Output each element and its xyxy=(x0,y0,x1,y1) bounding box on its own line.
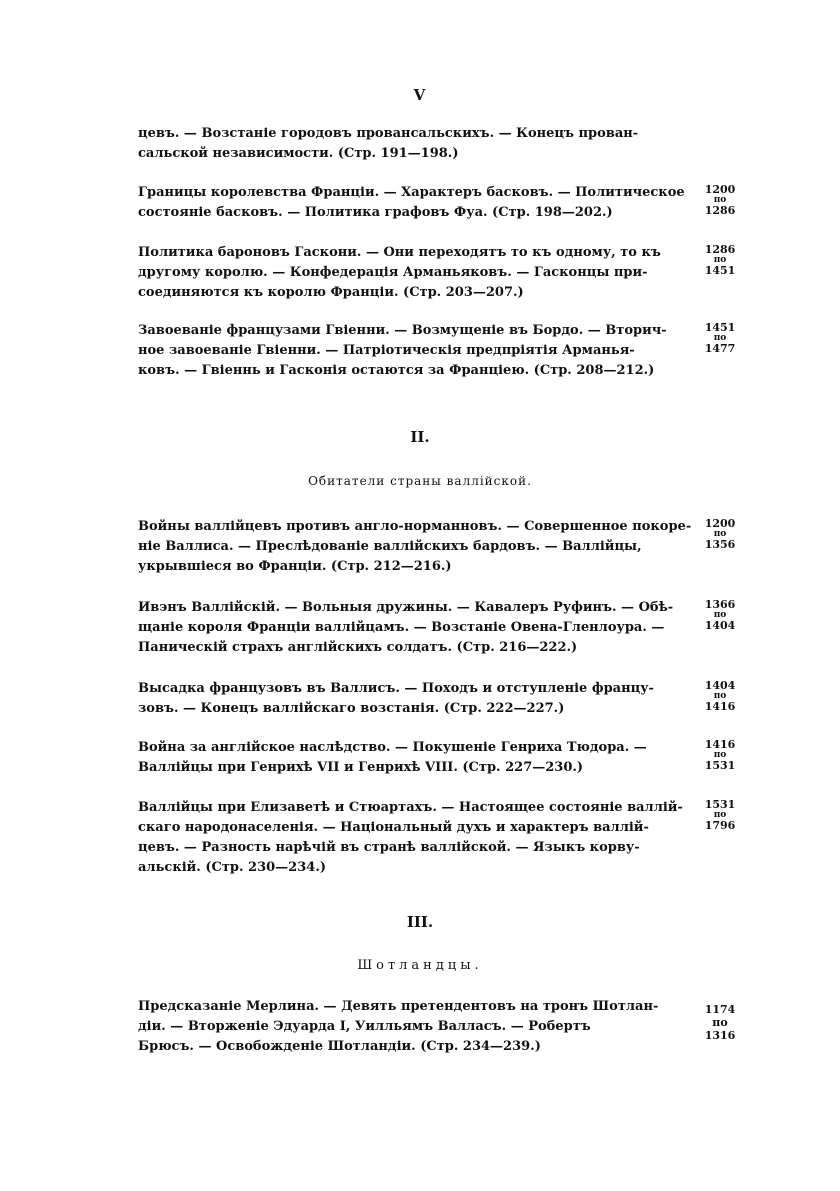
date-po: по xyxy=(713,255,727,265)
entry-line: сальской независимости. (Стр. 191—198.) xyxy=(138,146,459,161)
date-from: 1366 xyxy=(704,598,736,611)
entry-text xyxy=(138,517,698,577)
toc-entry xyxy=(138,124,788,164)
date-po: по xyxy=(713,610,727,620)
section-title: Обитатели страны валлійской. xyxy=(308,474,532,488)
date-from: 1174 xyxy=(704,1003,736,1016)
date-po: по xyxy=(712,1016,728,1029)
entry-line: Валлійцы при Елизаветѣ и Стюартахъ. — Настоящее состояніе валлій- xyxy=(138,800,683,815)
date-to: 1286 xyxy=(704,204,736,217)
entry-line: щаніе короля Франціи валлійцамъ. — Возстаніе Овена-Гленлоура. — xyxy=(138,620,665,635)
entry-line: Предсказаніе Мерлина. — Девять претендентовъ на тронъ Шотлан- xyxy=(138,999,659,1014)
date-from: 1416 xyxy=(704,738,736,751)
entry-line: Войны валлійцевъ противъ англо-норманновъ. — Совершенное покоре- xyxy=(138,519,692,534)
entry-line: состояніе басковъ. — Политика графовъ Фуа. (Стр. 198—202.) xyxy=(138,205,613,220)
entry-line: Паническій страхъ англійскихъ солдатъ. (Стр. 216—222.) xyxy=(138,640,578,655)
date-range xyxy=(700,517,740,551)
section-number: II. xyxy=(410,428,430,446)
entry-line: Война за англійское наслѣдство. — Покушеніе Генриха Тюдора. — xyxy=(138,740,647,755)
date-from: 1531 xyxy=(704,798,736,811)
date-po: по xyxy=(713,529,727,539)
entry-line: Высадка французовъ въ Валлисъ. — Походъ и отступленіе францу- xyxy=(138,681,654,696)
entry-line: Ивэнъ Валлійскій. — Вольныя дружины. — Кавалеръ Руфинъ. — Обѣ- xyxy=(138,600,674,615)
date-range xyxy=(700,679,740,713)
entry-text xyxy=(138,243,698,303)
entry-line: другому королю. — Конфедерація Арманьяковъ. — Гасконцы при- xyxy=(138,265,648,280)
date-to: 1404 xyxy=(704,619,736,632)
entry-text xyxy=(138,798,698,878)
toc-entry xyxy=(138,183,788,223)
page-number: V xyxy=(413,86,427,104)
date-from: 1200 xyxy=(704,183,736,196)
date-from: 1451 xyxy=(704,321,736,334)
entry-text xyxy=(138,738,698,778)
date-range xyxy=(700,243,740,277)
entry-text xyxy=(138,124,698,164)
toc-entry xyxy=(138,738,788,778)
section-number: III. xyxy=(406,913,434,931)
date-po: по xyxy=(713,333,727,343)
date-range xyxy=(700,183,740,217)
entry-text xyxy=(138,679,698,719)
date-from: 1200 xyxy=(704,517,736,530)
entry-text xyxy=(138,183,698,223)
entry-line: скаго народонаселенія. — Національный духъ и характеръ валлій- xyxy=(138,820,649,835)
date-to: 1316 xyxy=(704,1029,736,1042)
toc-entry xyxy=(138,321,788,381)
toc-entry xyxy=(138,243,788,303)
entry-line: ное завоеваніе Гвіенни. — Патріотическія предпріятія Арманья- xyxy=(138,343,635,358)
entry-text xyxy=(138,997,698,1057)
toc-entry xyxy=(138,679,788,719)
date-from: 1404 xyxy=(704,679,736,692)
entry-line: альскій. (Стр. 230—234.) xyxy=(138,860,326,875)
entry-line: ніе Валлиса. — Преслѣдованіе валлійскихъ бардовъ. — Валлійцы, xyxy=(138,539,642,554)
entry-line: діи. — Вторженіе Эдуарда I, Уилльямъ Валласъ. — Робертъ xyxy=(138,1019,591,1034)
date-to: 1531 xyxy=(704,759,736,772)
entry-line: Брюсъ. — Освобожденіе Шотландіи. (Стр. 234—239.) xyxy=(138,1039,541,1054)
entry-line: Валлійцы при Генрихѣ VII и Генрихѣ VIII. (Стр. 227—230.) xyxy=(138,760,584,775)
date-po: по xyxy=(713,195,727,205)
entry-text xyxy=(138,321,698,381)
date-range xyxy=(700,738,740,772)
date-to: 1356 xyxy=(704,538,736,551)
entry-line: соединяются къ королю Франціи. (Стр. 203—207.) xyxy=(138,285,524,300)
entry-line: Границы королевства Франціи. — Характеръ басковъ. — Политическое xyxy=(138,185,685,200)
date-to: 1477 xyxy=(704,342,736,355)
entry-text xyxy=(138,598,698,658)
date-po: по xyxy=(713,750,727,760)
entry-line: ковъ. — Гвіеннь и Гасконія остаются за Франціею. (Стр. 208—212.) xyxy=(138,363,655,378)
date-range xyxy=(700,1003,740,1042)
date-po: по xyxy=(713,810,727,820)
date-range xyxy=(700,798,740,832)
entry-line: Завоеваніе французами Гвіенни. — Возмущеніе въ Бордо. — Вторич- xyxy=(138,323,667,338)
date-to: 1416 xyxy=(704,700,736,713)
section-title: Шотландцы. xyxy=(357,958,483,973)
entry-line: укрывшіеся во Франціи. (Стр. 212—216.) xyxy=(138,559,452,574)
date-from: 1286 xyxy=(704,243,736,256)
entry-line: цевъ. — Разность нарѣчій въ странѣ валлійской. — Языкъ корву- xyxy=(138,840,640,855)
entry-line: цевъ. — Возстаніе городовъ провансальскихъ. — Конецъ прован- xyxy=(138,126,639,141)
date-po: по xyxy=(713,691,727,701)
toc-entry xyxy=(138,517,788,577)
date-range xyxy=(700,321,740,355)
date-to: 1796 xyxy=(704,819,736,832)
toc-entry xyxy=(138,798,788,878)
date-range xyxy=(700,598,740,632)
date-to: 1451 xyxy=(704,264,736,277)
entry-line: Политика бароновъ Гаскони. — Они переходятъ то къ одному, то къ xyxy=(138,245,661,260)
toc-entry xyxy=(138,997,788,1057)
toc-entry xyxy=(138,598,788,658)
entry-line: зовъ. — Конецъ валлійскаго возстанія. (Стр. 222—227.) xyxy=(138,701,565,716)
